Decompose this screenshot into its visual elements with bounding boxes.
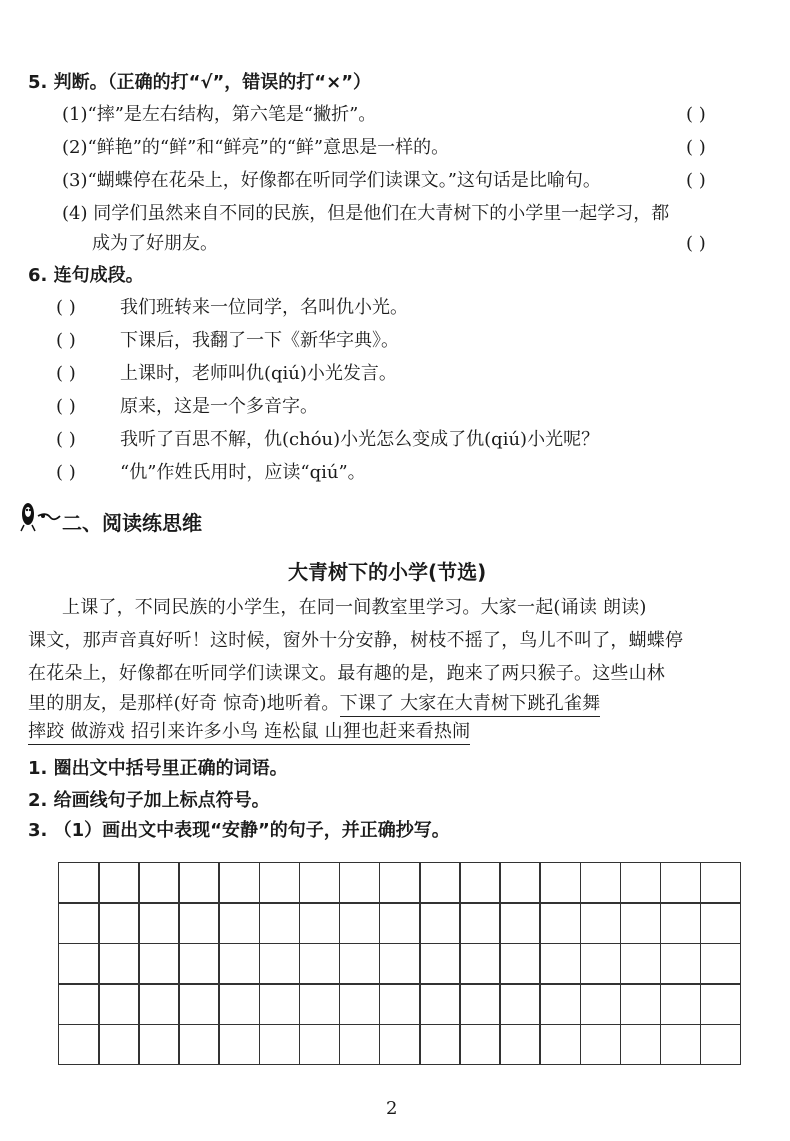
grid-cell[interactable] xyxy=(660,1024,702,1066)
grid-cell[interactable] xyxy=(178,902,220,944)
grid-cell[interactable] xyxy=(580,902,622,944)
q6-order-blank-6[interactable]: ( ) xyxy=(56,462,76,483)
passage-title: 大青树下的小学(节选) xyxy=(288,560,487,584)
grid-cell[interactable] xyxy=(580,862,622,904)
grid-cell[interactable] xyxy=(58,983,100,1025)
grid-cell[interactable] xyxy=(580,983,622,1025)
grid-cell[interactable] xyxy=(379,1024,421,1066)
q6-sentence-4: 原来，这是一个多音字。 xyxy=(120,396,318,417)
grid-cell[interactable] xyxy=(98,862,140,904)
grid-cell[interactable] xyxy=(138,902,180,944)
grid-cell[interactable] xyxy=(700,862,742,904)
grid-cell[interactable] xyxy=(419,943,461,985)
grid-cell[interactable] xyxy=(98,943,140,985)
grid-cell[interactable] xyxy=(499,862,541,904)
q5-answer-blank-4[interactable]: ( ) xyxy=(686,233,706,254)
grid-cell[interactable] xyxy=(299,862,341,904)
q6-heading: 6. 连句成段。 xyxy=(28,265,144,286)
passage-line-4-text: 里的朋友，是那样(好奇 惊奇)地听着。 xyxy=(28,693,340,714)
grid-cell[interactable] xyxy=(339,862,381,904)
q5-item-4-continued: 成为了好朋友。 xyxy=(92,233,218,254)
grid-cell[interactable] xyxy=(499,983,541,1025)
grid-cell[interactable] xyxy=(620,983,662,1025)
grid-cell[interactable] xyxy=(218,983,260,1025)
grid-cell[interactable] xyxy=(379,983,421,1025)
grid-cell[interactable] xyxy=(499,1024,541,1066)
grid-cell[interactable] xyxy=(98,1024,140,1066)
grid-cell[interactable] xyxy=(98,983,140,1025)
grid-cell[interactable] xyxy=(58,862,100,904)
grid-cell[interactable] xyxy=(138,943,180,985)
grid-cell[interactable] xyxy=(660,983,702,1025)
grid-cell[interactable] xyxy=(620,862,662,904)
grid-cell[interactable] xyxy=(58,902,100,944)
grid-cell[interactable] xyxy=(459,902,501,944)
q6-sentence-6: “仇”作姓氏用时，应读“qiú”。 xyxy=(120,462,366,483)
passage-line-4 xyxy=(28,693,600,715)
grid-cell[interactable] xyxy=(178,983,220,1025)
passage-line-5 xyxy=(28,721,470,743)
q6-order-blank-1[interactable]: ( ) xyxy=(56,297,76,318)
grid-cell[interactable] xyxy=(419,862,461,904)
grid-cell[interactable] xyxy=(379,862,421,904)
question-1: 1. 圈出文中括号里正确的词语。 xyxy=(28,758,288,779)
passage-line-3: 在花朵上，好像都在听同学们读课文。最有趣的是，跑来了两只猴子。这些山林 xyxy=(28,663,665,684)
grid-cell[interactable] xyxy=(259,1024,301,1066)
grid-cell[interactable] xyxy=(539,862,581,904)
grid-cell[interactable] xyxy=(620,1024,662,1066)
grid-cell[interactable] xyxy=(339,943,381,985)
q5-answer-blank-1[interactable]: ( ) xyxy=(686,104,706,125)
q6-sentence-3: 上课时，老师叫仇(qiú)小光发言。 xyxy=(120,363,397,384)
grid-cell[interactable] xyxy=(700,943,742,985)
grid-cell[interactable] xyxy=(299,983,341,1025)
q5-item-2: (2)“鲜艳”的“鲜”和“鲜亮”的“鲜”意思是一样的。 xyxy=(62,137,450,158)
grid-cell[interactable] xyxy=(259,983,301,1025)
q6-order-blank-4[interactable]: ( ) xyxy=(56,396,76,417)
grid-cell[interactable] xyxy=(459,943,501,985)
grid-cell[interactable] xyxy=(339,983,381,1025)
q5-item-1: (1)“摔”是左右结构，第六笔是“撇折”。 xyxy=(62,104,377,125)
writing-grid[interactable] xyxy=(58,862,740,1064)
passage-line-1: 上课了，不同民族的小学生，在同一间教室里学习。大家一起(诵读 朗读) xyxy=(62,597,647,618)
grid-cell[interactable] xyxy=(499,902,541,944)
grid-cell[interactable] xyxy=(218,862,260,904)
grid-cell[interactable] xyxy=(580,943,622,985)
q6-sentence-5: 我听了百思不解，仇(chóu)小光怎么变成了仇(qiú)小光呢？ xyxy=(120,429,600,450)
grid-cell[interactable] xyxy=(539,983,581,1025)
grid-cell[interactable] xyxy=(419,902,461,944)
grid-cell[interactable] xyxy=(459,862,501,904)
grid-cell[interactable] xyxy=(459,1024,501,1066)
grid-cell[interactable] xyxy=(419,1024,461,1066)
grid-cell[interactable] xyxy=(700,1024,742,1066)
q6-sentence-1: 我们班转来一位同学，名叫仇小光。 xyxy=(120,297,408,318)
grid-cell[interactable] xyxy=(539,902,581,944)
grid-cell[interactable] xyxy=(339,1024,381,1066)
grid-cell[interactable] xyxy=(539,1024,581,1066)
q5-item-3: (3)“蝴蝶停在花朵上，好像都在听同学们读课文。”这句话是比喻句。 xyxy=(62,170,601,191)
grid-cell[interactable] xyxy=(339,902,381,944)
grid-cell[interactable] xyxy=(660,943,702,985)
grid-cell[interactable] xyxy=(499,943,541,985)
grid-cell[interactable] xyxy=(218,902,260,944)
grid-cell[interactable] xyxy=(379,902,421,944)
grid-cell[interactable] xyxy=(138,1024,180,1066)
grid-cell[interactable] xyxy=(58,943,100,985)
q6-order-blank-5[interactable]: ( ) xyxy=(56,429,76,450)
grid-cell[interactable] xyxy=(700,902,742,944)
grid-cell[interactable] xyxy=(58,1024,100,1066)
grid-cell[interactable] xyxy=(138,983,180,1025)
q5-answer-blank-3[interactable]: ( ) xyxy=(686,170,706,191)
page-number: 2 xyxy=(386,1098,398,1119)
grid-cell[interactable] xyxy=(419,983,461,1025)
grid-cell[interactable] xyxy=(259,902,301,944)
underlined-sentence-part-1: 下课了 大家在大青树下跳孔雀舞 xyxy=(340,693,601,717)
grid-cell[interactable] xyxy=(620,943,662,985)
grid-cell[interactable] xyxy=(379,943,421,985)
underlined-sentence-part-2: 摔跤 做游戏 招引来许多小鸟 连松鼠 山狸也赶来看热闹 xyxy=(28,721,470,745)
q6-order-blank-3[interactable]: ( ) xyxy=(56,363,76,384)
q5-item-4: (4) 同学们虽然来自不同的民族，但是他们在大青树下的小学里一起学习，都 xyxy=(62,203,670,224)
grid-cell[interactable] xyxy=(299,1024,341,1066)
passage-line-2: 课文，那声音真好听！这时候，窗外十分安静，树枝不摇了，鸟儿不叫了，蝴蝶停 xyxy=(28,630,684,651)
question-3: 3. （1）画出文中表现“安静”的句子，并正确抄写。 xyxy=(28,820,450,841)
grid-cell[interactable] xyxy=(218,943,260,985)
grid-cell[interactable] xyxy=(259,862,301,904)
q5-answer-blank-2[interactable]: ( ) xyxy=(686,137,706,158)
grid-cell[interactable] xyxy=(459,983,501,1025)
grid-cell[interactable] xyxy=(178,943,220,985)
q6-sentence-2: 下课后，我翻了一下《新华字典》。 xyxy=(120,330,399,351)
question-2: 2. 给画线句子加上标点符号。 xyxy=(28,790,270,811)
grid-cell[interactable] xyxy=(178,1024,220,1066)
grid-cell[interactable] xyxy=(660,902,702,944)
pencil-icon xyxy=(16,500,64,532)
grid-cell[interactable] xyxy=(539,943,581,985)
grid-cell[interactable] xyxy=(218,1024,260,1066)
grid-cell[interactable] xyxy=(178,862,220,904)
grid-cell[interactable] xyxy=(138,862,180,904)
grid-cell[interactable] xyxy=(98,902,140,944)
grid-cell[interactable] xyxy=(660,862,702,904)
grid-cell[interactable] xyxy=(299,943,341,985)
grid-cell[interactable] xyxy=(620,902,662,944)
q6-order-blank-2[interactable]: ( ) xyxy=(56,330,76,351)
grid-cell[interactable] xyxy=(259,943,301,985)
grid-cell[interactable] xyxy=(580,1024,622,1066)
section-2-heading: 二、阅读练思维 xyxy=(62,511,202,535)
q5-heading: 5. 判断。（正确的打“√”，错误的打“×”） xyxy=(28,72,372,93)
grid-cell[interactable] xyxy=(299,902,341,944)
grid-cell[interactable] xyxy=(700,983,742,1025)
